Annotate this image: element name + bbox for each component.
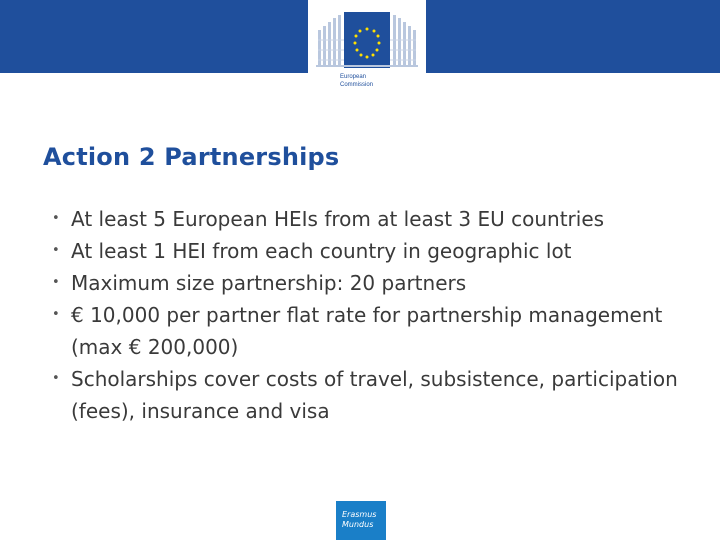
bullet-text: Maximum size partnership: 20 partners: [71, 271, 467, 295]
bullet-item: [52, 203, 692, 235]
bullet-text: At least 5 European HEIs from at least 3 EU countries: [71, 207, 605, 231]
erasmus-mundus-logo: [336, 501, 386, 540]
bullet-item: [52, 363, 692, 427]
bullet-text: € 10,000 per partner flat rate for partnership management (max € 200,000): [71, 303, 663, 359]
slide-title: Action 2 Partnerships: [43, 143, 340, 171]
bullet-marker: •: [52, 307, 60, 322]
bullet-item: [52, 235, 692, 267]
bullet-item: [52, 267, 692, 299]
bullet-text: Scholarships cover costs of travel, subsistence, participation (fees), insurance and visa: [71, 367, 678, 423]
bullet-list: [52, 203, 692, 427]
bullet-item: [52, 299, 692, 363]
bullet-marker: •: [52, 243, 60, 258]
bullet-marker: •: [52, 275, 60, 290]
european-commission-logo: [308, 0, 426, 98]
bullet-marker: •: [52, 371, 60, 386]
logo-text: [340, 73, 373, 89]
logo-line-commission: Commission: [340, 82, 374, 88]
erasmus-logo-line1: Erasmus: [342, 510, 377, 519]
bullet-marker: •: [52, 211, 60, 226]
bullet-text: At least 1 HEI from each country in geographic lot: [71, 239, 572, 263]
logo-line-european: European: [340, 74, 367, 80]
erasmus-logo-line2: Mundus: [342, 520, 374, 529]
